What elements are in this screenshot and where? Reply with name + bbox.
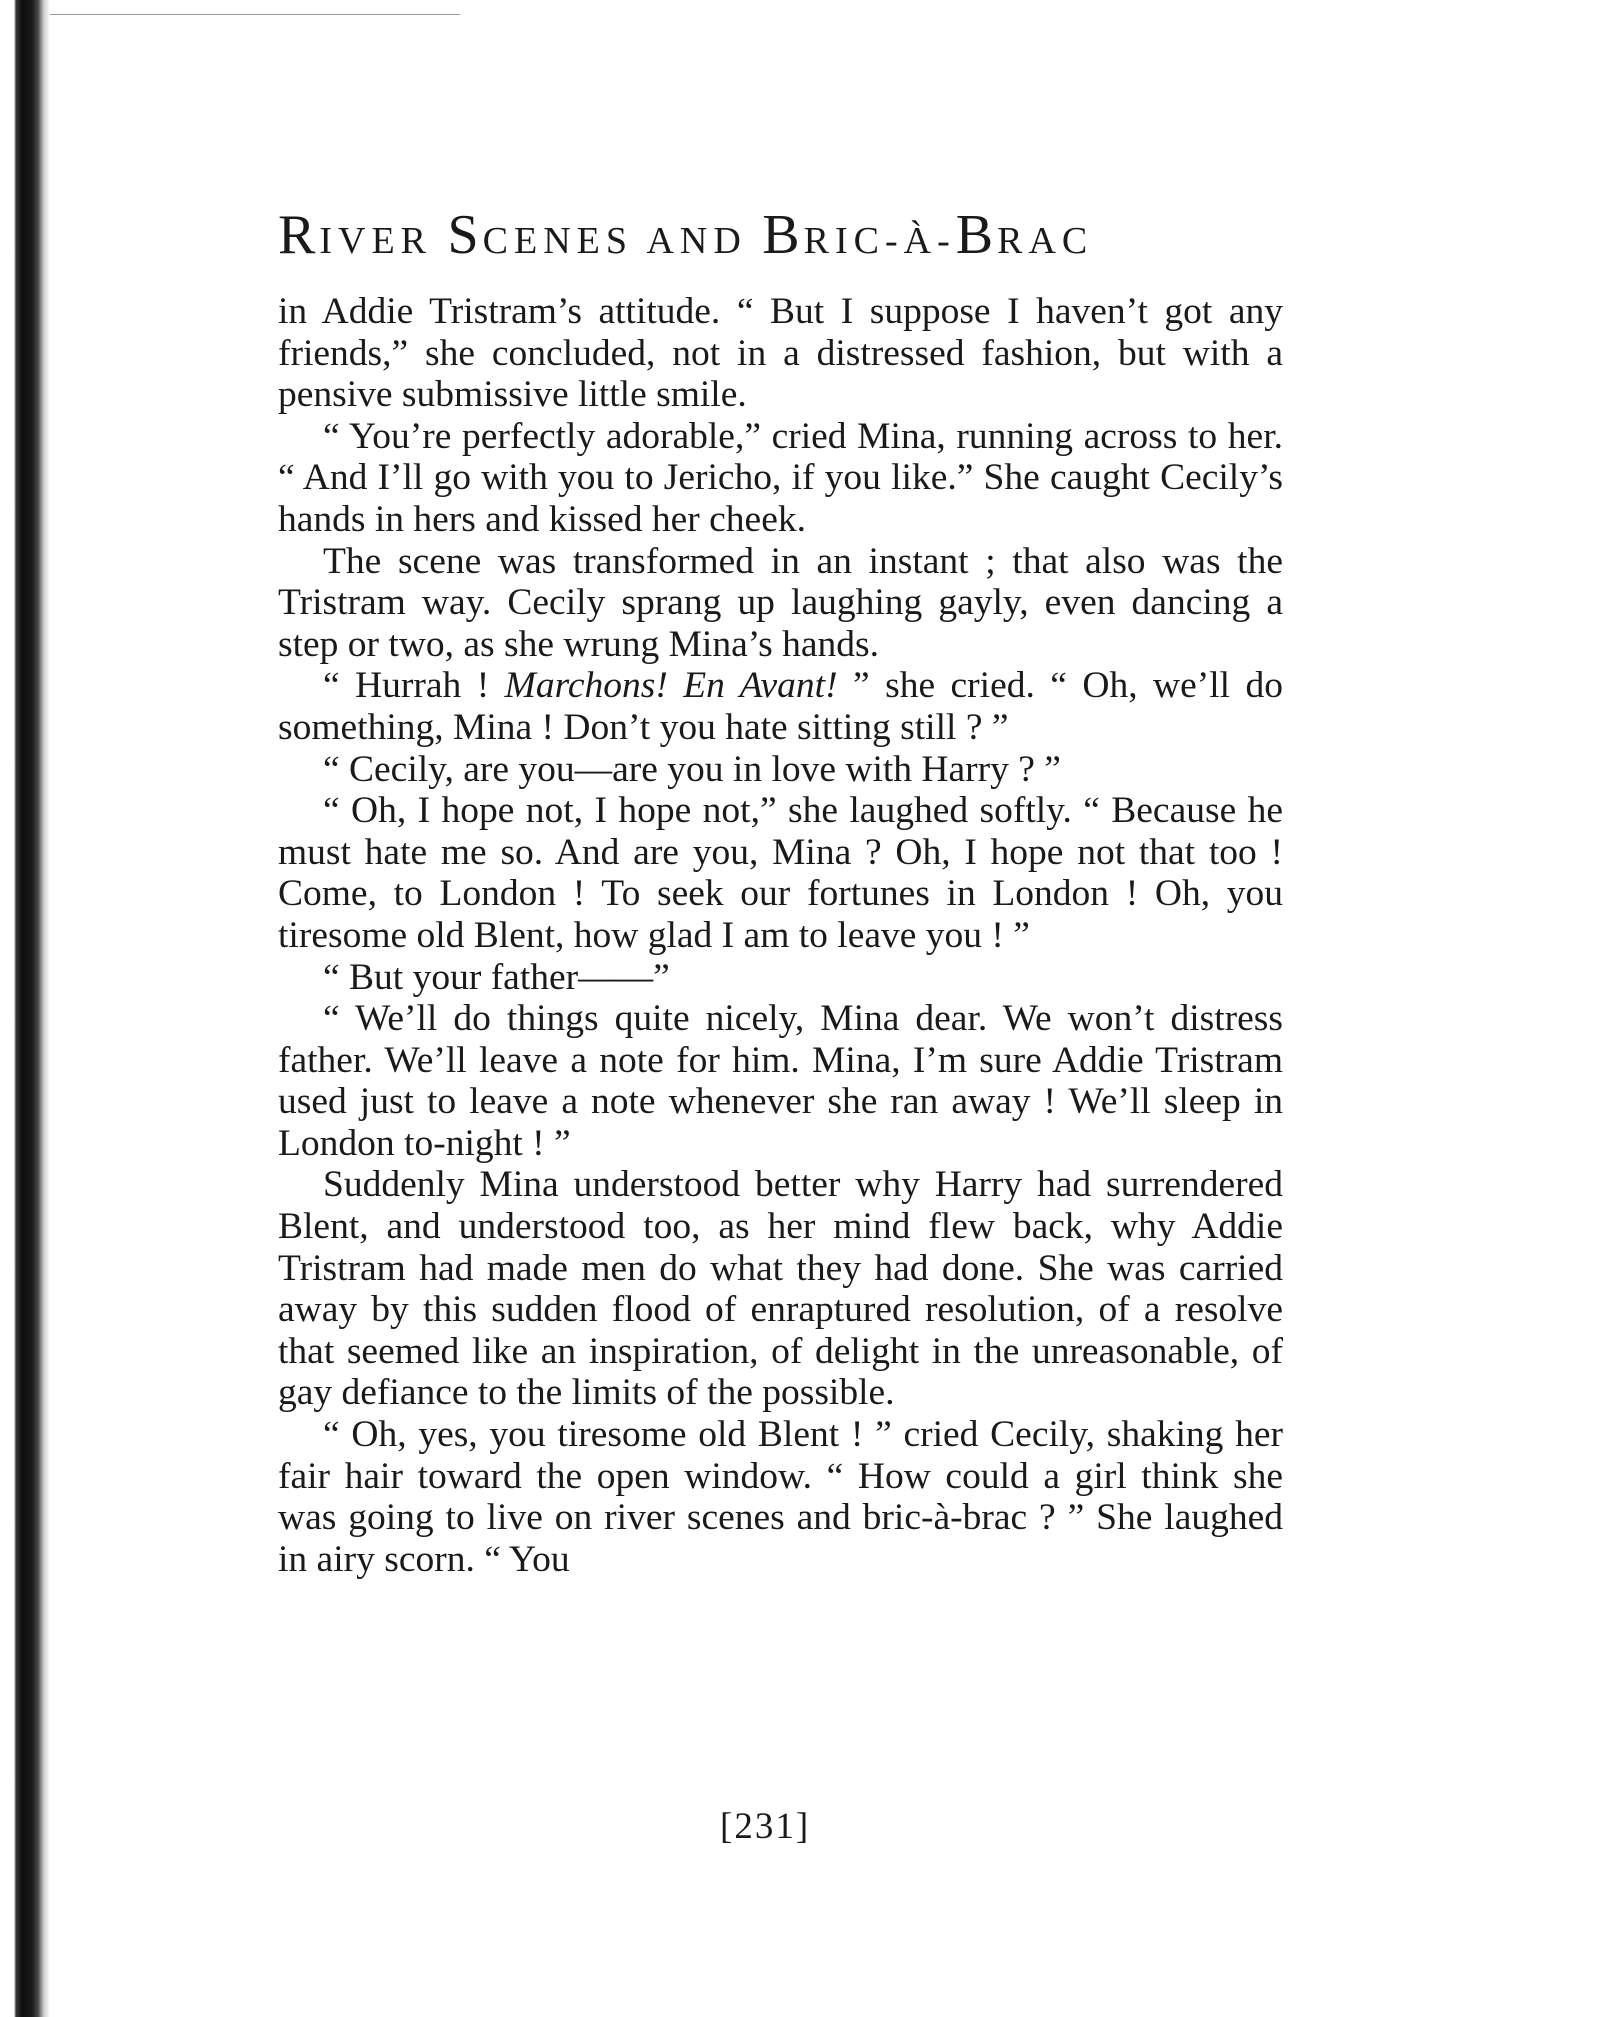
running-head-word-3: AND — [646, 220, 747, 262]
paragraph-7: “ But your father——” — [323, 956, 670, 998]
paragraph-10: “ Oh, yes, you tiresome old Blent ! ” cried Cecily, shaking her fair hair toward the open window. “ How could a girl think she was going to live on river scenes and bric-à-brac ? ” She laughed in airy scorn. “ You — [278, 1414, 1283, 1580]
scan-spine-shadow — [0, 0, 50, 2017]
running-head — [278, 195, 1283, 281]
paragraph-8: “ We’ll do things quite nicely, Mina dear. We won’t distress father. We’ll leave a note for him. Mina, I’m sure Addie Tristram used just to leave a note whenever she ran away ! We’ll sleep in London to-night ! ” — [278, 998, 1283, 1164]
body-text — [278, 291, 1283, 1580]
paragraph-6: “ Oh, I hope not, I hope not,” she laughed softly. “ Because he must hate me so. And are you, Mina ? Oh, I hope not that too ! Come, to London ! To seek our fortunes in London ! Oh, you tiresome old Blent, how glad I am to leave you ! ” — [278, 790, 1283, 956]
paragraph-5: “ Cecily, are you—are you in love with Harry ? ” — [323, 748, 1061, 790]
running-head-word-2: SCENES — [447, 204, 634, 266]
page-number: [231] — [720, 1806, 811, 1847]
paragraph-3: The scene was transformed in an instant ; that also was the Tristram way. Cecily sprang up laughing gayly, even dancing a step or two, as she wrung Mina’s hands. — [278, 540, 1283, 665]
italic-phrase: Marchons! En Avant! — [504, 665, 838, 707]
running-head-word-4: BRIC-À-BRAC — [762, 204, 1094, 266]
book-page — [278, 195, 1283, 1580]
paragraph-2: “ You’re perfectly adorable,” cried Mina, running across to her. “ And I’ll go with you to Jericho, if you like.” She caught Cecily’s hands in hers and kissed her cheek. — [278, 415, 1283, 540]
paragraph-9: Suddenly Mina understood better why Harry had surrendered Blent, and understood too, as her mind flew back, why Addie Tristram had made men do what they had done. She was carried away by this sudden flood of enraptured resolution, of a resolve that seemed like an inspiration, of delight in the unreasonable, of gay defiance to the limits of the possible. — [278, 1164, 1283, 1414]
paragraph-1: in Addie Tristram’s attitude. “ But I suppose I haven’t got any friends,” she concluded, not in a distressed fashion, but with a pensive submissive little smile. — [278, 291, 1283, 416]
running-head-word-1: RIVER — [278, 204, 433, 266]
scan-top-rule — [50, 14, 460, 15]
paragraph-4: “ Hurrah ! Marchons! En Avant! ” she cried. “ Oh, we’ll do something, Mina ! Don’t you hate sitting still ? ” — [278, 665, 1283, 748]
